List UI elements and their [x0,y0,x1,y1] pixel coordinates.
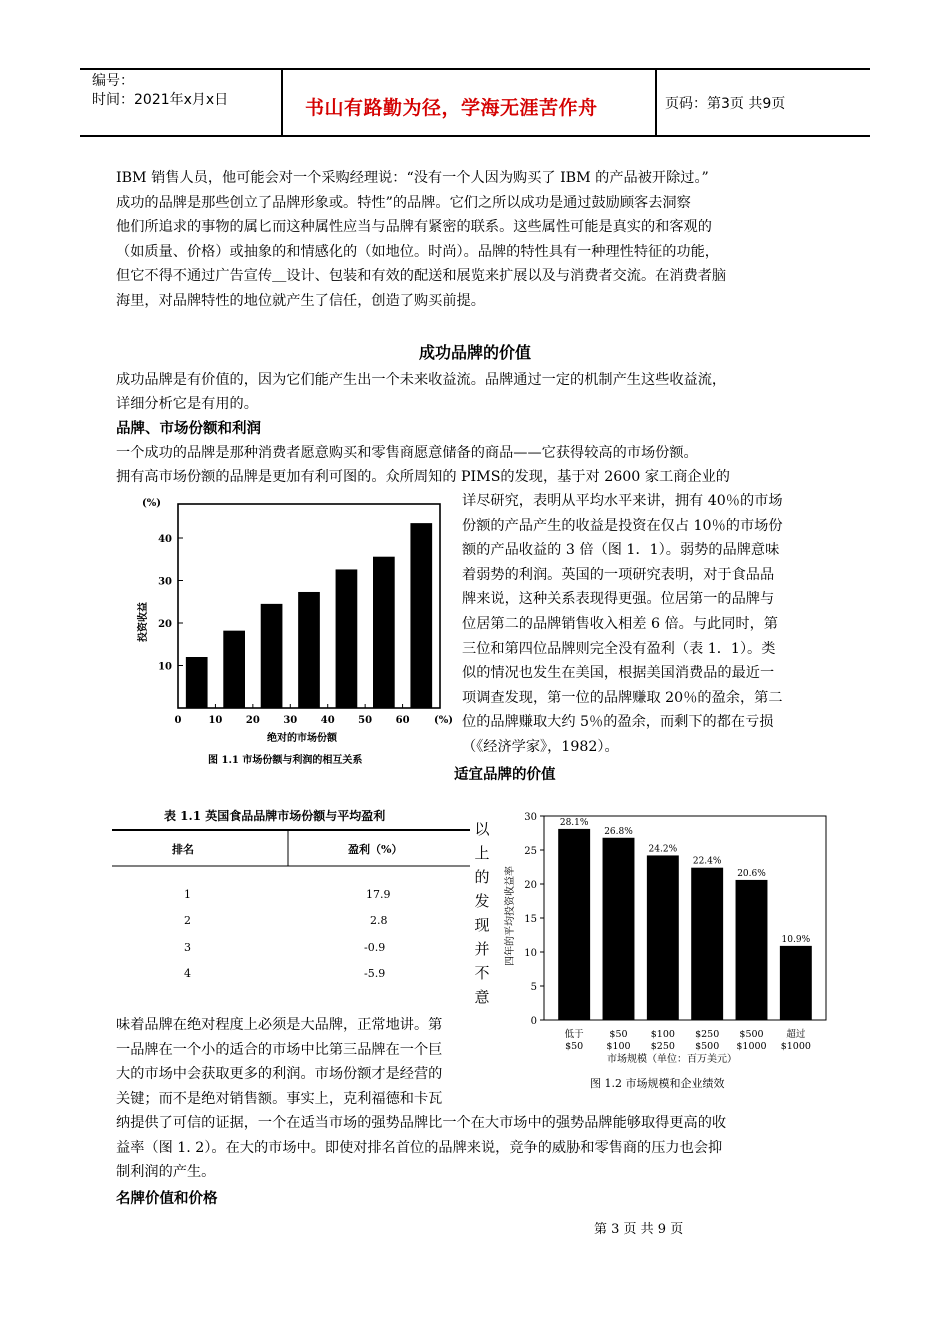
share-right-line: （《经济学家》，1982）。 [462,739,619,755]
vertical-char: 现 [474,916,490,934]
x-tick-label: 50 [358,715,373,726]
figure-caption: 图 1.2 市场规模和企业绩效 [590,1077,725,1090]
vertical-char: 以 [474,820,490,838]
bar [410,523,432,708]
bar [261,604,283,708]
suitable-line: 纳提供了可信的证据，一个在适当市场的强势品牌比一个在大市场中的强势品牌能够取得更高的收 [116,1115,727,1131]
y-axis-label: 四年的平均投资收益率 [505,866,516,966]
bar-value-label: 24.2% [648,844,678,855]
x-tick-label: 60 [395,715,410,726]
x-tick-label: 30 [283,715,298,726]
bar [373,557,395,708]
header-divider-right [655,68,657,136]
bar [780,946,812,1020]
y-tick-label: 15 [524,914,537,925]
share-right-line: 位居第二的品牌销售收入相差 6 倍。与此同时，第 [462,616,778,632]
x-tick-label: $50 [609,1029,628,1040]
y-tick-label: 10 [524,948,537,959]
subsection-title-share-profit: 品牌、市场份额和利润 [116,421,261,437]
vertical-char: 上 [474,844,490,862]
table-col-profit: 盈利（%） [348,843,403,856]
share-line: 拥有高市场份额的品牌是更加有利可图的。众所周知的 PIMS的发现，基于对 2600 家工商企业的 [116,469,730,485]
bar [736,880,768,1020]
intro-line: IBM 销售人员，他可能会对一个采购经理说：“没有一个人因为购买了 IBM 的产品被开除过。” [116,170,709,186]
bar-value-label: 26.8% [604,826,633,837]
suitable-left-line: 一品牌在一个小的适合的市场中比第三品牌在一个巨 [116,1042,443,1058]
y-tick-label: 10 [158,661,172,673]
bar-value-label: 22.4% [692,856,722,867]
y-ticks [158,534,183,673]
table-cell-rank: 2 [184,914,191,927]
x-tick-label: $500 [695,1041,720,1052]
table-cell-profit: -0.9 [364,941,386,954]
header-motto: 书山有路勤为径，学海无涯苦作舟 [305,97,598,119]
figure-1-1-chart [132,492,454,772]
x-tick-label: 10 [208,715,223,726]
x-tick-label: $50 [565,1041,584,1052]
x-tick-label: 20 [245,715,260,726]
value-labels [560,818,811,945]
bar [298,592,320,708]
table-title: 表 1.1 英国食品品牌市场份额与平均盈利 [164,809,386,823]
y-tick-label: 40 [158,534,172,545]
bar-value-label: 28.1% [559,817,589,828]
vertical-char: 不 [474,964,490,982]
y-tick-label: 25 [524,846,537,857]
table-row [184,914,388,927]
page-label: 页码：第3页 共9页 [665,96,786,112]
bar [603,838,635,1020]
bar [186,657,208,708]
suitable-line: 益率（图 1. 2）。在大的市场中。即使对排名首位的品牌来说，竞争的威胁和零售商的压力也会抑 [116,1140,723,1156]
figure-1-2-chart [500,804,840,1104]
x-tick-label: $1000 [736,1041,767,1052]
table-cell-rank: 4 [184,967,191,980]
time-label: 时间：2021年x月x日 [92,92,229,108]
y-unit-label: (%) [142,498,161,509]
share-right-line: 位的品牌赚取大约 5％的盈余，而剩下的都在亏损 [462,714,774,730]
table-row [184,941,385,954]
bars [558,826,812,1020]
suitable-line: 制利润的产生。 [116,1164,216,1180]
x-tick-label: $100 [650,1029,675,1040]
header-divider-left [281,68,283,136]
y-tick-label: 20 [158,619,172,630]
header-bottom-rule [80,135,870,137]
vertical-char: 意 [474,988,490,1006]
bars [186,523,432,708]
x-unit-label: (%) [434,715,453,726]
share-right-line: 详尽研究，表明从平均水平来讲，拥有 40％的市场 [462,493,783,509]
subsection-title-suitable-brand: 适宜品牌的价值 [454,767,556,783]
y-tick-label: 0 [530,1016,537,1027]
serial-label: 编号： [92,73,134,89]
section-title: 成功品牌的价值 [418,343,531,362]
table-cell-profit: 17.9 [366,888,391,901]
intro-line: （如质量、价格）或抽象的和情感化的（如地位。时尚）。品牌的特性具有一种理性特征的功能， [116,244,719,260]
x-tick-label: $100 [606,1041,631,1052]
suitable-left-line: 关键；而不是绝对销售额。事实上，克利福德和卡瓦 [116,1091,443,1107]
table-1-1 [112,800,472,1000]
share-right-line: 着弱势的利润。英国的一项研究表明，对于食品品 [462,567,775,583]
y-tick-label: 30 [158,576,172,588]
share-right-line: 似的情况也发生在美国，根据美国消费品的最近一 [462,665,775,681]
y-tick-label: 20 [524,880,537,891]
bar [691,868,723,1020]
share-right-line: 牌来说，这种关系表现得更强。位居第一的品牌与 [462,591,775,607]
x-tick-label: 0 [174,715,182,726]
y-tick-label: 5 [530,982,537,993]
x-tick-label: $250 [695,1029,720,1040]
suitable-left-line: 大的市场中会获取更多的利润。市场份额才是经营的 [116,1066,443,1082]
table-cell-profit: -5.9 [364,967,386,980]
share-right-line: 项调查发现，第一位的品牌赚取 20％的盈余，第二 [462,690,783,706]
y-axis-label: 投资收益 [138,602,149,642]
subsection-title-brand-value-price: 名牌价值和价格 [116,1191,218,1207]
bar-value-label: 20.6% [737,868,766,879]
table-col-rank: 排名 [172,843,194,856]
value-line: 成功品牌是有价值的，因为它们能产生出一个未来收益流。品牌通过一定的机制产生这些收益流， [116,372,727,388]
x-tick-label: $1000 [780,1041,811,1052]
share-right-line: 份额的产品产生的收益是投资在仅占 10％的市场份 [462,518,783,534]
table-cell-rank: 3 [184,941,191,954]
x-axis-label: 市场规模（单位：百万美元） [607,1054,737,1065]
table-cell-profit: 2.8 [370,914,388,927]
table-row [184,967,385,980]
x-tick-label: $250 [650,1041,675,1052]
figure-caption: 图 1.1 市场份额与利润的相互关系 [208,755,363,766]
x-tick-label: 超过 [786,1029,806,1040]
x-tick-label: 40 [320,715,335,726]
vertical-char: 并 [474,940,490,958]
bar [647,855,679,1020]
table-cell-rank: 1 [184,888,191,901]
suitable-left-line: 味着品牌在绝对程度上必须是大品牌，正常地讲。第 [116,1017,443,1033]
table-row [184,888,391,901]
page-footer: 第 3 页 共 9 页 [594,1222,684,1237]
bar [336,569,358,708]
value-line: 详细分析它是有用的。 [116,396,258,412]
y-ticks [524,812,544,1027]
share-line: 一个成功的品牌是那种消费者愿意购买和零售商愿意储备的商品——它获得较高的市场份额。 [116,445,698,461]
x-ticks [565,1028,811,1052]
x-tick-label: 低于 [564,1029,584,1040]
intro-line: 他们所追求的事物的属匕而这种属性应当与品牌有紧密的联系。这些属性可能是真实的和客观的 [116,219,712,235]
intro-line: 但它不得不通过广告宣传＿设计、包装和有效的配送和展览来扩展以及与消费者交流。在消费者脑 [116,268,727,284]
x-tick-label: $500 [739,1029,764,1040]
header-top-rule [80,68,870,70]
bar [223,631,245,708]
bar-value-label: 10.9% [781,934,811,945]
share-right-line: 额的产品收益的 3 倍（图 1．1）。弱势的品牌意味 [462,542,780,558]
intro-line: 海里，对品牌特性的地位就产生了信任，创造了购买前提。 [116,293,485,309]
intro-line: 成功的品牌是那些创立了品牌形象或。特性”的品牌。它们之所以成功是通过鼓励顾客去洞察 [116,195,691,211]
vertical-char: 的 [474,868,490,886]
vertical-char: 发 [474,892,490,910]
share-right-line: 三位和第四位品牌则完全没有盈利（表 1．1）。类 [462,641,776,657]
x-axis-label: 绝对的市场份额 [267,733,337,744]
y-tick-label: 30 [524,812,537,823]
bar [558,829,590,1020]
